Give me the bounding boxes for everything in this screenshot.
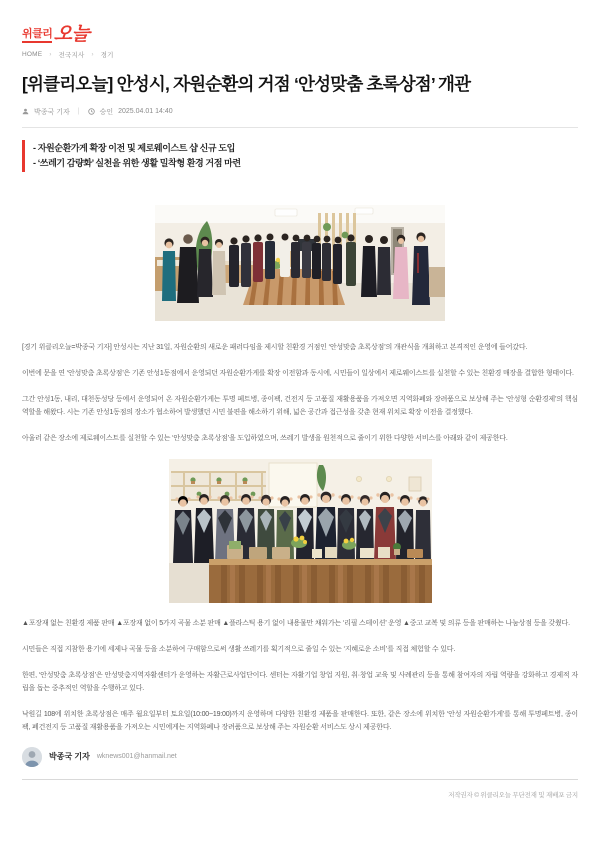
article-paragraph: [경기 위클리오늘=박종국 기자] 안성시는 지난 31일, 자원순환의 새로운 패러다임을 제시할 친환경 거점인 ‘안성맞춤 초록상점’의 개관식을 개최하고 본격적인 운영에 들어갔다.	[22, 343, 528, 351]
byline-approved-label: 승인	[99, 108, 114, 116]
article-paragraph: 그간 안성1동, 내리, 대천동성당 등에서 운영되어 온 자원순환가게는 투명 페트병, 종이팩, 건전지 등 고품질 재활용품을 가져오면 지역화폐와 장려품으로 보상해 주는 ‘안성형 순환경제’의 핵심 역할을 해왔다. 시는 기존 안성1동점의 장소가 협소하여 발생했던 시민 불편을 해소하기 위해, 넓은 공간과 접근성을 갖춘 현재 위치로 확장 이전을 결정했다.	[22, 395, 578, 416]
subhead-line: - 자원순환가게 확장 이전 및 제로웨이스트 샵 신규 도입	[33, 142, 235, 153]
byline-approved-datetime: 2025.04.01 14:40	[118, 108, 173, 116]
article-paragraph: ▲포장재 없는 친환경 제품 판매 ▲포장재 없이 5가지 곡물 소분 판매 ▲플라스틱 용기 없이 내용물만 채워가는 ‘리필 스테이션’ 운영 ▲중고 교복 및 의류 등을 판매하는 나눔상점 등을 갖췄다.	[22, 619, 570, 627]
breadcrumb-gyeonggi[interactable]: 경기	[100, 52, 114, 60]
breadcrumb-home[interactable]: HOME	[22, 51, 43, 59]
footer-reporter-name[interactable]: 박종국 기자	[49, 752, 90, 762]
article-paragraph: 시민들은 직접 지참한 용기에 세제나 곡물 등을 소분하여 구매함으로써 생활 쓰레기를 획기적으로 줄일 수 있는 ‘지혜로운 소비’를 직접 체험할 수 있다.	[22, 645, 456, 653]
breadcrumb-separator-icon: ›	[91, 51, 94, 58]
reporter-avatar[interactable]	[22, 747, 42, 767]
header-divider	[22, 127, 578, 128]
article-body	[22, 341, 578, 734]
copyright-notice: 저작권자 © 위클리오늘 무단전재 및 재배포 금지	[448, 791, 578, 799]
footer-reporter-email[interactable]: wknews001@hanmail.net	[96, 753, 177, 761]
byline-reporter[interactable]: 박종국 기자	[34, 108, 70, 116]
article-byline	[22, 107, 578, 117]
subhead-line: - ‘쓰레기 감량화’ 실천을 위한 생활 밀착형 환경 거점 마련	[33, 157, 241, 168]
breadcrumb	[22, 50, 578, 59]
article-subhead-box	[22, 140, 578, 172]
byline-divider: |	[77, 108, 80, 116]
photo-opening-ceremony	[155, 205, 445, 321]
footer-divider	[22, 779, 578, 780]
site-logo[interactable]	[22, 26, 578, 43]
logo-text-today: 오늘	[53, 24, 91, 45]
logo-text-weekly: 위클리	[22, 28, 52, 43]
breadcrumb-separator-icon: ›	[49, 51, 52, 58]
article-paragraph: 아울러 같은 장소에 제로웨이스트를 실천할 수 있는 ‘안성맞춤 초록상점’을 도입하였으며, 쓰레기 발생을 원천적으로 줄이기 위한 다양한 서비스를 아래와 같이 제공한다.	[22, 434, 508, 442]
reporter-person-icon	[22, 108, 29, 115]
photo-group-finger-heart	[169, 459, 432, 603]
article-paragraph: 낙원길 108에 위치한 초록상점은 매주 월요일부터 토요일(10:00~19:00)까지 운영하며 다양한 친환경 제품을 판매한다. 또한, 같은 장소에 위치한 ‘안성 자원순환가게’를 통해 투명페트병, 종이팩, 폐건전지 등 고품질 재활용품을 가져오는 시민에게는 지역화폐나 장려품으로 보상해 주는 자원순환 서비스도 상시 제공한다.	[22, 710, 578, 731]
clock-icon	[88, 108, 95, 115]
article-paragraph: 한편, ‘안성맞춤 초록상점’은 안성맞춤지역자활센터가 운영하는 자활근로사업단이다. 센터는 자활기업 창업 지원, 취·창업 교육 및 사례관리 등을 통해 참여자의 자립 역량을 강화하고 경제적 자립을 돕는 중추적인 역할을 수행하고 있다.	[22, 671, 578, 692]
article-paragraph: 이번에 문을 연 ‘안성맞춤 초록상점’은 기존 안성1동점에서 운영되던 자원순환가게를 확장 이전함과 동시에, 시민들이 일상에서 제로웨이스트를 실천할 수 있는 친환경 매장을 결합한 형태이다.	[22, 369, 574, 377]
article-title: [위클리오늘] 안성시, 자원순환의 거점 ‘안성맞춤 초록상점’ 개관	[22, 74, 471, 95]
breadcrumb-region-section[interactable]: 전국지사	[58, 52, 85, 60]
reporter-profile	[22, 747, 578, 767]
